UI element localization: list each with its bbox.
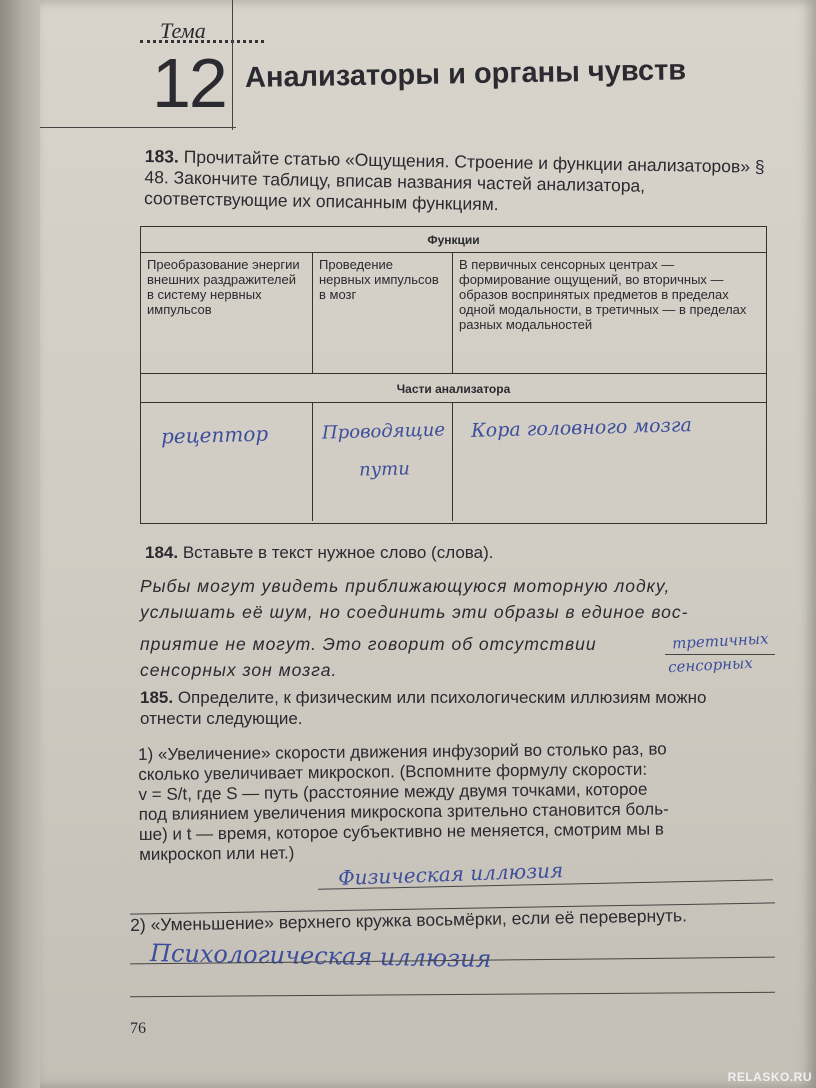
task-183-instructions [144, 146, 770, 220]
part-answer-1: рецептор [160, 421, 269, 449]
task-184-number: 184. [145, 543, 179, 562]
task-184-answer-2: сенсорных [667, 653, 754, 677]
part-answer-3: Кора головного мозга [470, 414, 693, 442]
task-185-number: 185. [140, 688, 174, 707]
item-1-line-6: микроскоп или нет.) [139, 843, 295, 864]
part-cell-1 [141, 403, 313, 521]
item-1-line-1: 1) «Увеличение» скорости движения инфузорий во столько раз, во [138, 739, 667, 764]
item-1-answer: Физическая иллюзия [337, 858, 564, 890]
topic-number: 12 [152, 44, 226, 122]
header-horizontal-rule [40, 127, 236, 128]
part-cell-3 [453, 403, 764, 521]
task-185-item-1 [138, 738, 775, 865]
parts-header: Части анализатора [141, 373, 766, 403]
item-1-line-5: ше) и t — время, которое субъективно не меняется, смотрим мы в [138, 819, 664, 844]
task-185-item-2: 2) «Уменьшение» верхнего кружка восьмёрки, если её перевернуть. [130, 905, 688, 935]
task-183-text: Прочитайте статью «Ощущения. Строение и функции анализаторов» § 48. Закончите таблицу, вписав названия частей анализатора, соответствующие их описанным функциям. [143, 146, 765, 215]
topic-label: Тема [160, 18, 206, 43]
task-184-line-4: сенсорных зон мозга. [140, 660, 338, 680]
part-answer-2: Проводящие пути [321, 419, 446, 481]
header-vertical-rule [232, 0, 233, 130]
item-1-line-3: v = S/t, где S — путь (расстояние между двумя точками, которое [138, 779, 648, 804]
item-1-line-2: сколько увеличивает микроскоп. (Вспомните формулу скорости: [138, 759, 648, 784]
task-184-line-3: приятие не могут. Это говорит об отсутствии [140, 634, 597, 654]
task-185-text: Определите, к физическим или психологическим иллюзиям можно отнести следующие. [140, 688, 707, 728]
task-185-instructions [140, 687, 770, 729]
task-184-answer-1: третичных [671, 629, 769, 653]
topic-title: Анализаторы и органы чувств [244, 54, 687, 94]
item-2-answer: Психологическая иллюзия [149, 939, 492, 973]
function-cell-3: В первичных сенсорных центрах — формирование ощущений, во вторичных — образов воспринятых предметов в пределах одной модальности, в третичных — в пределах разных модальностей [459, 257, 747, 332]
watermark: RELASKO.RU [727, 1070, 812, 1084]
functions-header: Функции [141, 227, 766, 253]
task-183-number: 183. [144, 146, 180, 167]
task-184-line-1: Рыбы могут увидеть приближающуюся моторную лодку, [140, 576, 671, 596]
function-cell-1: Преобразование энергии внешних раздражителей в систему нервных импульсов [141, 253, 313, 373]
task-184-line-2: услышать её шум, но соединить эти образы в единое вос- [140, 602, 689, 622]
task-184-instructions [145, 543, 493, 563]
item-1-line-4: под влиянием увеличения микроскопа зрительно становится боль- [138, 799, 669, 824]
task-184-text: Вставьте в текст нужное слово (слова). [182, 543, 494, 562]
part-cell-2 [313, 403, 453, 521]
function-cell-2: Проведение нервных импульсов в мозг [313, 253, 453, 373]
analyzer-table [140, 226, 767, 524]
page-number: 76 [130, 1020, 146, 1037]
topic-dotted-line [140, 40, 264, 43]
